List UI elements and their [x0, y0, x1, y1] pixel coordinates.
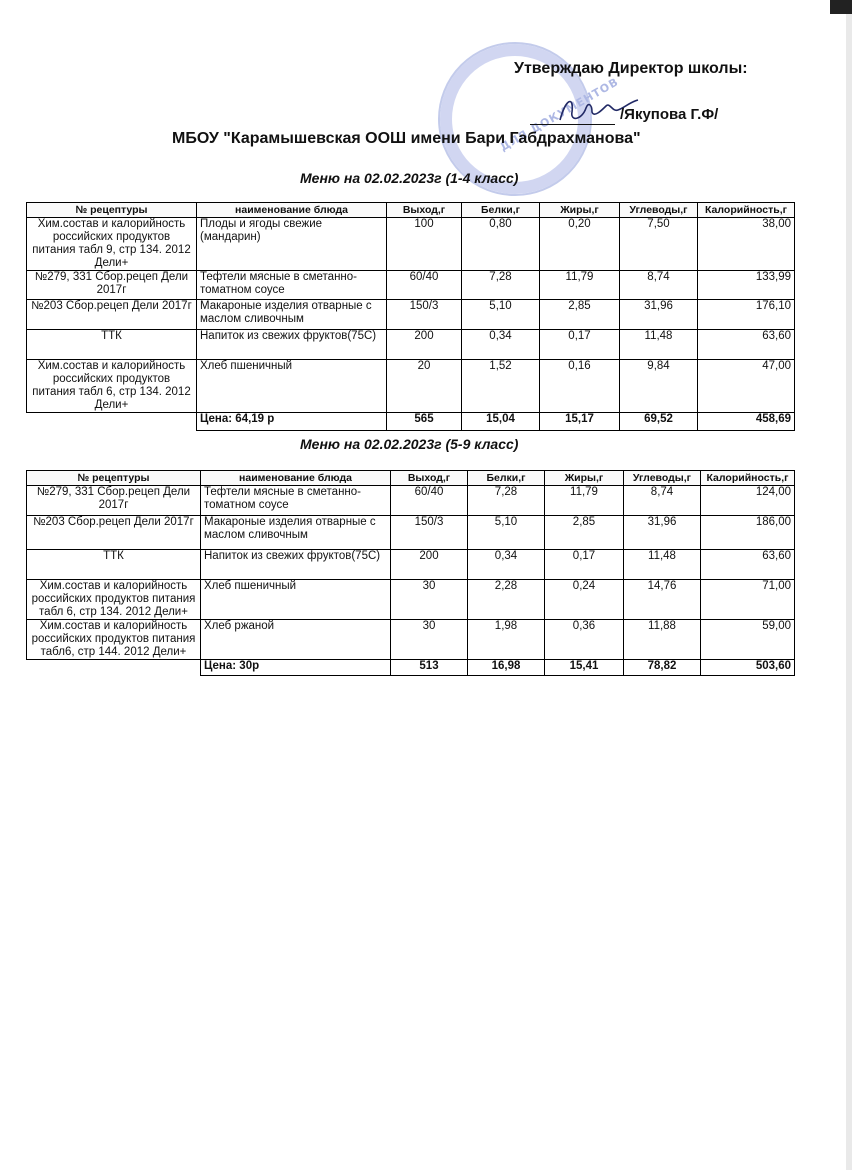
yield-value: 30: [391, 580, 468, 620]
dish-name: Хлеб пшеничный: [201, 580, 391, 620]
header-yield: Выход,г: [391, 471, 468, 486]
total-carbs: 78,82: [624, 660, 701, 676]
dish-name: Тефтели мясные в сметанно-томатном соусе: [197, 271, 387, 300]
carbs-value: 11,48: [620, 330, 698, 360]
fat-value: 0,20: [540, 218, 620, 271]
total-spacer: [27, 413, 197, 431]
header-dish: наименование блюда: [201, 471, 391, 486]
carbs-value: 31,96: [624, 516, 701, 550]
yield-value: 150/3: [387, 300, 462, 330]
total-row: [27, 660, 795, 676]
carbs-value: 11,88: [624, 620, 701, 660]
calories-value: 63,60: [698, 330, 795, 360]
header-recipe: № рецептуры: [27, 471, 201, 486]
total-spacer: [27, 660, 201, 676]
protein-value: 1,52: [462, 360, 540, 413]
total-row: [27, 413, 795, 431]
total-yield: 565: [387, 413, 462, 431]
dish-name: Напиток из свежих фруктов(75С): [201, 550, 391, 580]
calories-value: 124,00: [701, 486, 795, 516]
fat-value: 0,17: [540, 330, 620, 360]
total-calories: 503,60: [701, 660, 795, 676]
calories-value: 59,00: [701, 620, 795, 660]
header-carbs: Углеводы,г: [624, 471, 701, 486]
protein-value: 0,34: [468, 550, 545, 580]
yield-value: 60/40: [391, 486, 468, 516]
dish-name: Хлеб ржаной: [201, 620, 391, 660]
yield-value: 20: [387, 360, 462, 413]
recipe-source: №203 Сбор.рецеп Дели 2017г: [27, 516, 201, 550]
fat-value: 2,85: [540, 300, 620, 330]
carbs-value: 7,50: [620, 218, 698, 271]
calories-value: 71,00: [701, 580, 795, 620]
recipe-source: ТТК: [27, 550, 201, 580]
menu-table-1-4: [26, 202, 795, 431]
yield-value: 60/40: [387, 271, 462, 300]
recipe-source: Хим.состав и калорийность российских продуктов питания табл 9, стр 134. 2012 Дели+: [27, 218, 197, 271]
calories-value: 133,99: [698, 271, 795, 300]
carbs-value: 14,76: [624, 580, 701, 620]
fat-value: 0,36: [545, 620, 624, 660]
menu-title-5-9: Меню на 02.02.2023г (5-9 класс): [300, 436, 519, 452]
table-header-row: [27, 471, 795, 486]
total-protein: 16,98: [468, 660, 545, 676]
header-protein: Белки,г: [468, 471, 545, 486]
table-header-row: [27, 203, 795, 218]
header-recipe: № рецептуры: [27, 203, 197, 218]
table-row: [27, 271, 795, 300]
fat-value: 2,85: [545, 516, 624, 550]
carbs-value: 8,74: [624, 486, 701, 516]
header-calories: Калорийность,г: [701, 471, 795, 486]
signature-line: [530, 124, 615, 125]
header-calories: Калорийность,г: [698, 203, 795, 218]
table-row: [27, 360, 795, 413]
protein-value: 5,10: [468, 516, 545, 550]
corner-mark: [830, 0, 852, 14]
yield-value: 200: [391, 550, 468, 580]
director-name: /Якупова Г.Ф/: [620, 106, 719, 123]
calories-value: 176,10: [698, 300, 795, 330]
recipe-source: Хим.состав и калорийность российских продуктов питания табл 6, стр 134. 2012 Дели+: [27, 360, 197, 413]
protein-value: 0,34: [462, 330, 540, 360]
total-fat: 15,17: [540, 413, 620, 431]
carbs-value: 9,84: [620, 360, 698, 413]
school-name: МБОУ "Карамышевская ООШ имени Бари Габдрахманова": [172, 130, 641, 147]
dish-name: Хлеб пшеничный: [197, 360, 387, 413]
recipe-source: Хим.состав и калорийность российских продуктов питания табл 6, стр 134. 2012 Дели+: [27, 580, 201, 620]
calories-value: 186,00: [701, 516, 795, 550]
total-yield: 513: [391, 660, 468, 676]
table-row: [27, 516, 795, 550]
header-fat: Жиры,г: [545, 471, 624, 486]
dish-name: Макароные изделия отварные с маслом сливочным: [197, 300, 387, 330]
total-price: Цена: 30р: [201, 660, 391, 676]
table-row: [27, 218, 795, 271]
table-row: [27, 300, 795, 330]
yield-value: 30: [391, 620, 468, 660]
menu-table-5-9: [26, 470, 795, 676]
yield-value: 150/3: [391, 516, 468, 550]
approval-title: Утверждаю Директор школы:: [514, 60, 748, 77]
protein-value: 2,28: [468, 580, 545, 620]
protein-value: 1,98: [468, 620, 545, 660]
table-row: [27, 330, 795, 360]
page-edge: [846, 0, 852, 1170]
table-row: [27, 486, 795, 516]
dish-name: Плоды и ягоды свежие (мандарин): [197, 218, 387, 271]
carbs-value: 11,48: [624, 550, 701, 580]
header-carbs: Углеводы,г: [620, 203, 698, 218]
total-carbs: 69,52: [620, 413, 698, 431]
calories-value: 63,60: [701, 550, 795, 580]
fat-value: 0,16: [540, 360, 620, 413]
recipe-source: №203 Сбор.рецеп Дели 2017г: [27, 300, 197, 330]
fat-value: 11,79: [540, 271, 620, 300]
dish-name: Напиток из свежих фруктов(75С): [197, 330, 387, 360]
yield-value: 200: [387, 330, 462, 360]
header-fat: Жиры,г: [540, 203, 620, 218]
total-protein: 15,04: [462, 413, 540, 431]
table-row: [27, 580, 795, 620]
calories-value: 38,00: [698, 218, 795, 271]
header-protein: Белки,г: [462, 203, 540, 218]
protein-value: 7,28: [468, 486, 545, 516]
dish-name: Тефтели мясные в сметанно-томатном соусе: [201, 486, 391, 516]
table-row: [27, 550, 795, 580]
fat-value: 0,17: [545, 550, 624, 580]
header-dish: наименование блюда: [197, 203, 387, 218]
protein-value: 7,28: [462, 271, 540, 300]
table-row: [27, 620, 795, 660]
dish-name: Макароные изделия отварные с маслом сливочным: [201, 516, 391, 550]
recipe-source: ТТК: [27, 330, 197, 360]
total-fat: 15,41: [545, 660, 624, 676]
menu-title-1-4: Меню на 02.02.2023г (1-4 класс): [300, 170, 519, 186]
recipe-source: Хим.состав и калорийность российских продуктов питания табл6, стр 144. 2012 Дели+: [27, 620, 201, 660]
total-price: Цена: 64,19 р: [197, 413, 387, 431]
carbs-value: 31,96: [620, 300, 698, 330]
stamp-text: ДЛЯ ДОКУМЕНТОВ: [497, 75, 621, 154]
recipe-source: №279, 331 Сбор.рецеп Дели 2017г: [27, 271, 197, 300]
fat-value: 0,24: [545, 580, 624, 620]
header-yield: Выход,г: [387, 203, 462, 218]
recipe-source: №279, 331 Сбор.рецеп Дели 2017г: [27, 486, 201, 516]
total-calories: 458,69: [698, 413, 795, 431]
yield-value: 100: [387, 218, 462, 271]
calories-value: 47,00: [698, 360, 795, 413]
fat-value: 11,79: [545, 486, 624, 516]
carbs-value: 8,74: [620, 271, 698, 300]
protein-value: 5,10: [462, 300, 540, 330]
protein-value: 0,80: [462, 218, 540, 271]
